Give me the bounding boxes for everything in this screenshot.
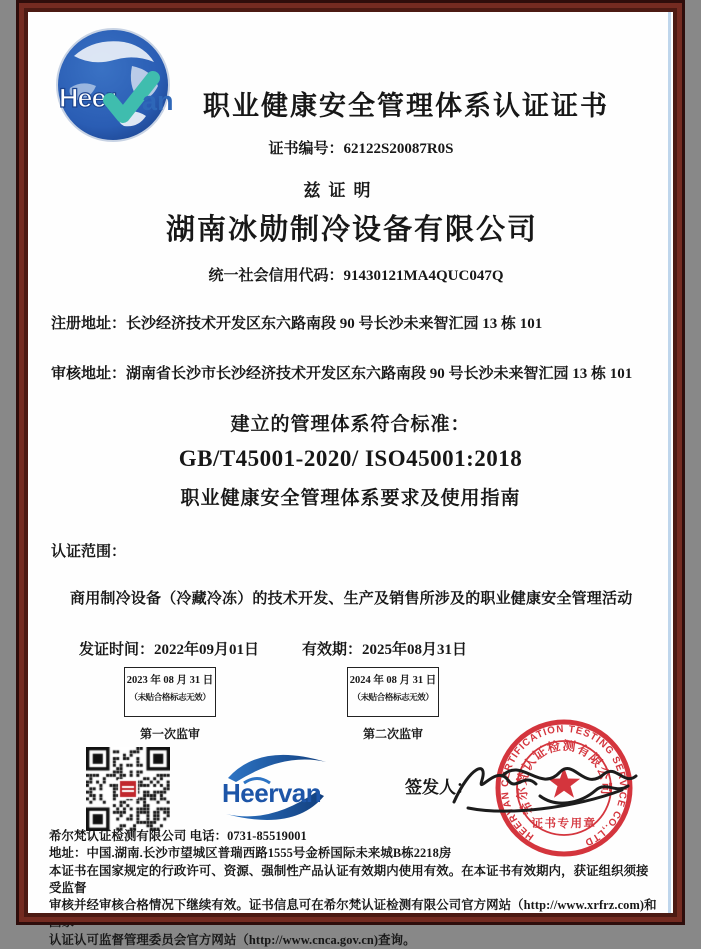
certificate-page — [16, 0, 685, 947]
first-audit-box — [124, 667, 216, 717]
qr-code-image — [86, 747, 170, 831]
certificate-number-value: 62122S20087R0S — [343, 141, 454, 157]
swoosh-logo-icon — [214, 750, 338, 826]
seal-cn-text: 希尔梵认证检测有限公司 — [514, 738, 614, 817]
footer-line: 希尔梵认证检测有限公司 电话：0731-85519001 — [49, 829, 307, 843]
first-audit-note: （未贴合格标志无效） — [129, 692, 211, 702]
certify-line: 兹证明 — [303, 181, 379, 200]
seal-chop-text: 证书专用章 — [531, 818, 597, 830]
registered-address-line — [51, 312, 666, 333]
logo-text-left: Heer — [59, 83, 116, 113]
wordmark-text: Heervan — [222, 778, 322, 808]
issue-date-line — [79, 638, 259, 659]
heervan-wordmark-logo — [214, 750, 338, 831]
footer-line: 本证书在国家规定的行政许可、资源、强制性产品认证有效期内使用有效。在本证书有效期内，获证组织须接受监督 — [49, 863, 649, 895]
registered-address-label: 注册地址： — [51, 316, 127, 332]
second-audit-note: （未贴合格标志无效） — [352, 692, 434, 702]
credit-code-value: 91430121MA4QUC047Q — [343, 268, 504, 284]
audit-address-value: 湖南省长沙市长沙经济技术开发区东六路南段 90 号长沙未来智汇园 13 栋 101 — [126, 366, 633, 382]
second-audit-caption: 第二次监审 — [362, 727, 423, 741]
valid-date-label: 有效期： — [302, 642, 363, 658]
footer-line: 审核并经审核合格情况下继续有效。证书信息可在希尔梵认证检测有限公司官方网站（http://www.xrfrz.com)和国家 — [49, 898, 657, 930]
credit-code-line — [16, 264, 696, 285]
second-audit-box — [347, 667, 439, 717]
signer-label: 签发人： — [405, 778, 473, 797]
certificate-number-label: 证书编号： — [268, 141, 344, 157]
signature-icon — [444, 746, 644, 820]
standard-code: GB/T45001-2020/ ISO45001:2018 — [178, 446, 523, 471]
seal-ring-text: HEERVAN CERTIFICATION TESTING SERVICE CO.,LTD — [499, 723, 629, 848]
page-title: 职业健康安全管理体系认证证书 — [203, 91, 609, 121]
signature-ink — [444, 746, 644, 820]
standard-name: 职业健康安全管理体系要求及使用指南 — [180, 488, 521, 509]
registered-address-value: 长沙经济技术开发区东六路南段 90 号长沙未来智汇园 13 栋 101 — [126, 316, 543, 332]
first-audit-caption: 第一次监审 — [139, 727, 200, 741]
scope-text: 商用制冷设备（冷藏冷冻）的技术开发、生产及销售所涉及的职业健康安全管理活动 — [70, 591, 633, 607]
credit-code-label: 统一社会信用代码： — [208, 268, 344, 284]
standard-heading: 建立的管理体系符合标准： — [230, 414, 471, 435]
logo-text-right: an — [142, 86, 174, 116]
footer-line: 地址：中国.湖南.长沙市望城区普瑞西路1555号金桥国际未来城B栋2218房 — [49, 846, 452, 861]
issue-date-value: 2022年09月01日 — [154, 642, 260, 658]
valid-date-line — [302, 638, 467, 659]
first-audit-date: 2023 年 08 月 31 日 — [126, 675, 214, 686]
audit-address-line — [51, 362, 676, 383]
audit-address-label: 审核地址： — [51, 366, 127, 382]
footer-line: 认证认可监督管理委员会官方网站（http://www.cnca.gov.cn)查询。 — [49, 932, 416, 947]
globe-icon — [54, 26, 176, 146]
company-name: 湖南冰勋制冷设备有限公司 — [165, 214, 538, 246]
heervan-globe-logo — [54, 26, 176, 151]
second-audit-date: 2024 年 08 月 31 日 — [349, 675, 437, 686]
valid-date-value: 2025年08月31日 — [362, 642, 468, 658]
scope-label: 认证范围： — [51, 544, 127, 560]
page-edge-line — [668, 12, 671, 913]
issue-date-label: 发证时间： — [79, 642, 155, 658]
